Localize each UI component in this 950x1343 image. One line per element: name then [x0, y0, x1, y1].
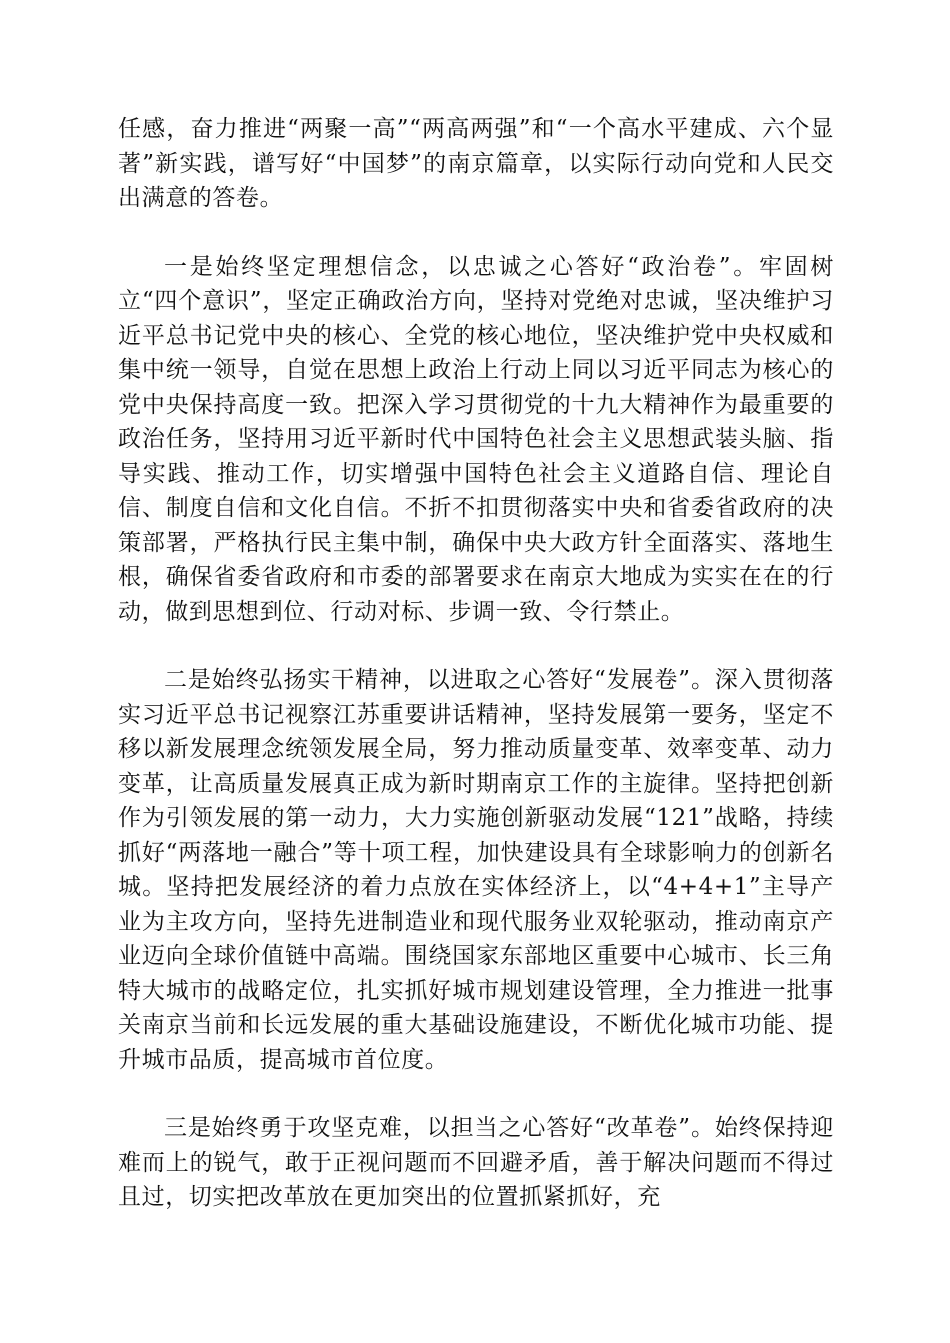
paragraph-political: 一是始终坚定理想信念，以忠诚之心答好“政治卷”。牢固树立“四个意识”，坚定正确政治方向，坚持对党绝对忠诚，坚决维护习近平总书记党中央的核心、全党的核心地位，坚决维护党中央权威和集中统一领导，自觉在思想上政治上行动上同以习近平同志为核心的党中央保持高度一致。把深入学习贯彻党的十九大精神作为最重要的政治任务，坚持用习近平新时代中国特色社会主义思想武装头脑、指导实践、推动工作，切实增强中国特色社会主义道路自信、理论自信、制度自信和文化自信。不折不扣贯彻落实中央和省委省政府的决策部署，严格执行民主集中制，确保中央大政方针全面落实、落地生根，确保省委省政府和市委的部署要求在南京大地成为实实在在的行动，做到思想到位、行动对标、步调一致、令行禁止。 [118, 253, 834, 625]
paragraph-gap [118, 1077, 834, 1111]
document-body [118, 112, 834, 1215]
paragraph-reform: 三是始终勇于攻坚克难，以担当之心答好“改革卷”。始终保持迎难而上的锐气，敢于正视问题而不回避矛盾，善于解决问题而不得过且过，切实把改革放在更加突出的位置抓紧抓好，充 [118, 1115, 834, 1210]
paragraph-development: 二是始终弘扬实干精神，以进取之心答好“发展卷”。深入贯彻落实习近平总书记视察江苏重要讲话精神，坚持发展第一要务，坚定不移以新发展理念统领发展全局，努力推动质量变革、效率变革、动力变革，让高质量发展真正成为新时期南京工作的主旋律。坚持把创新作为引领发展的第一动力，大力实施创新驱动发展“121”战略，持续抓好“两落地一融合”等十项工程，加快建设具有全球影响力的创新名城。坚持把发展经济的着力点放在实体经济上，以“4+4+1”主导产业为主攻方向，坚持先进制造业和现代服务业双轮驱动，推动南京产业迈向全球价值链中高端。围绕国家东部地区重要中心城市、长三角特大城市的战略定位，扎实抓好城市规划建设管理，全力推进一批事关南京当前和长远发展的重大基础设施建设，不断优化城市功能、提升城市品质，提高城市首位度。 [118, 667, 834, 1073]
paragraph-gap [118, 216, 834, 250]
paragraph-continuation: 任感，奋力推进“两聚一高”“两高两强”和“一个高水平建成、六个显著”新实践，谱写好“中国梦”的南京篇章，以实际行动向党和人民交出满意的答卷。 [118, 116, 834, 211]
paragraph-gap [118, 629, 834, 663]
